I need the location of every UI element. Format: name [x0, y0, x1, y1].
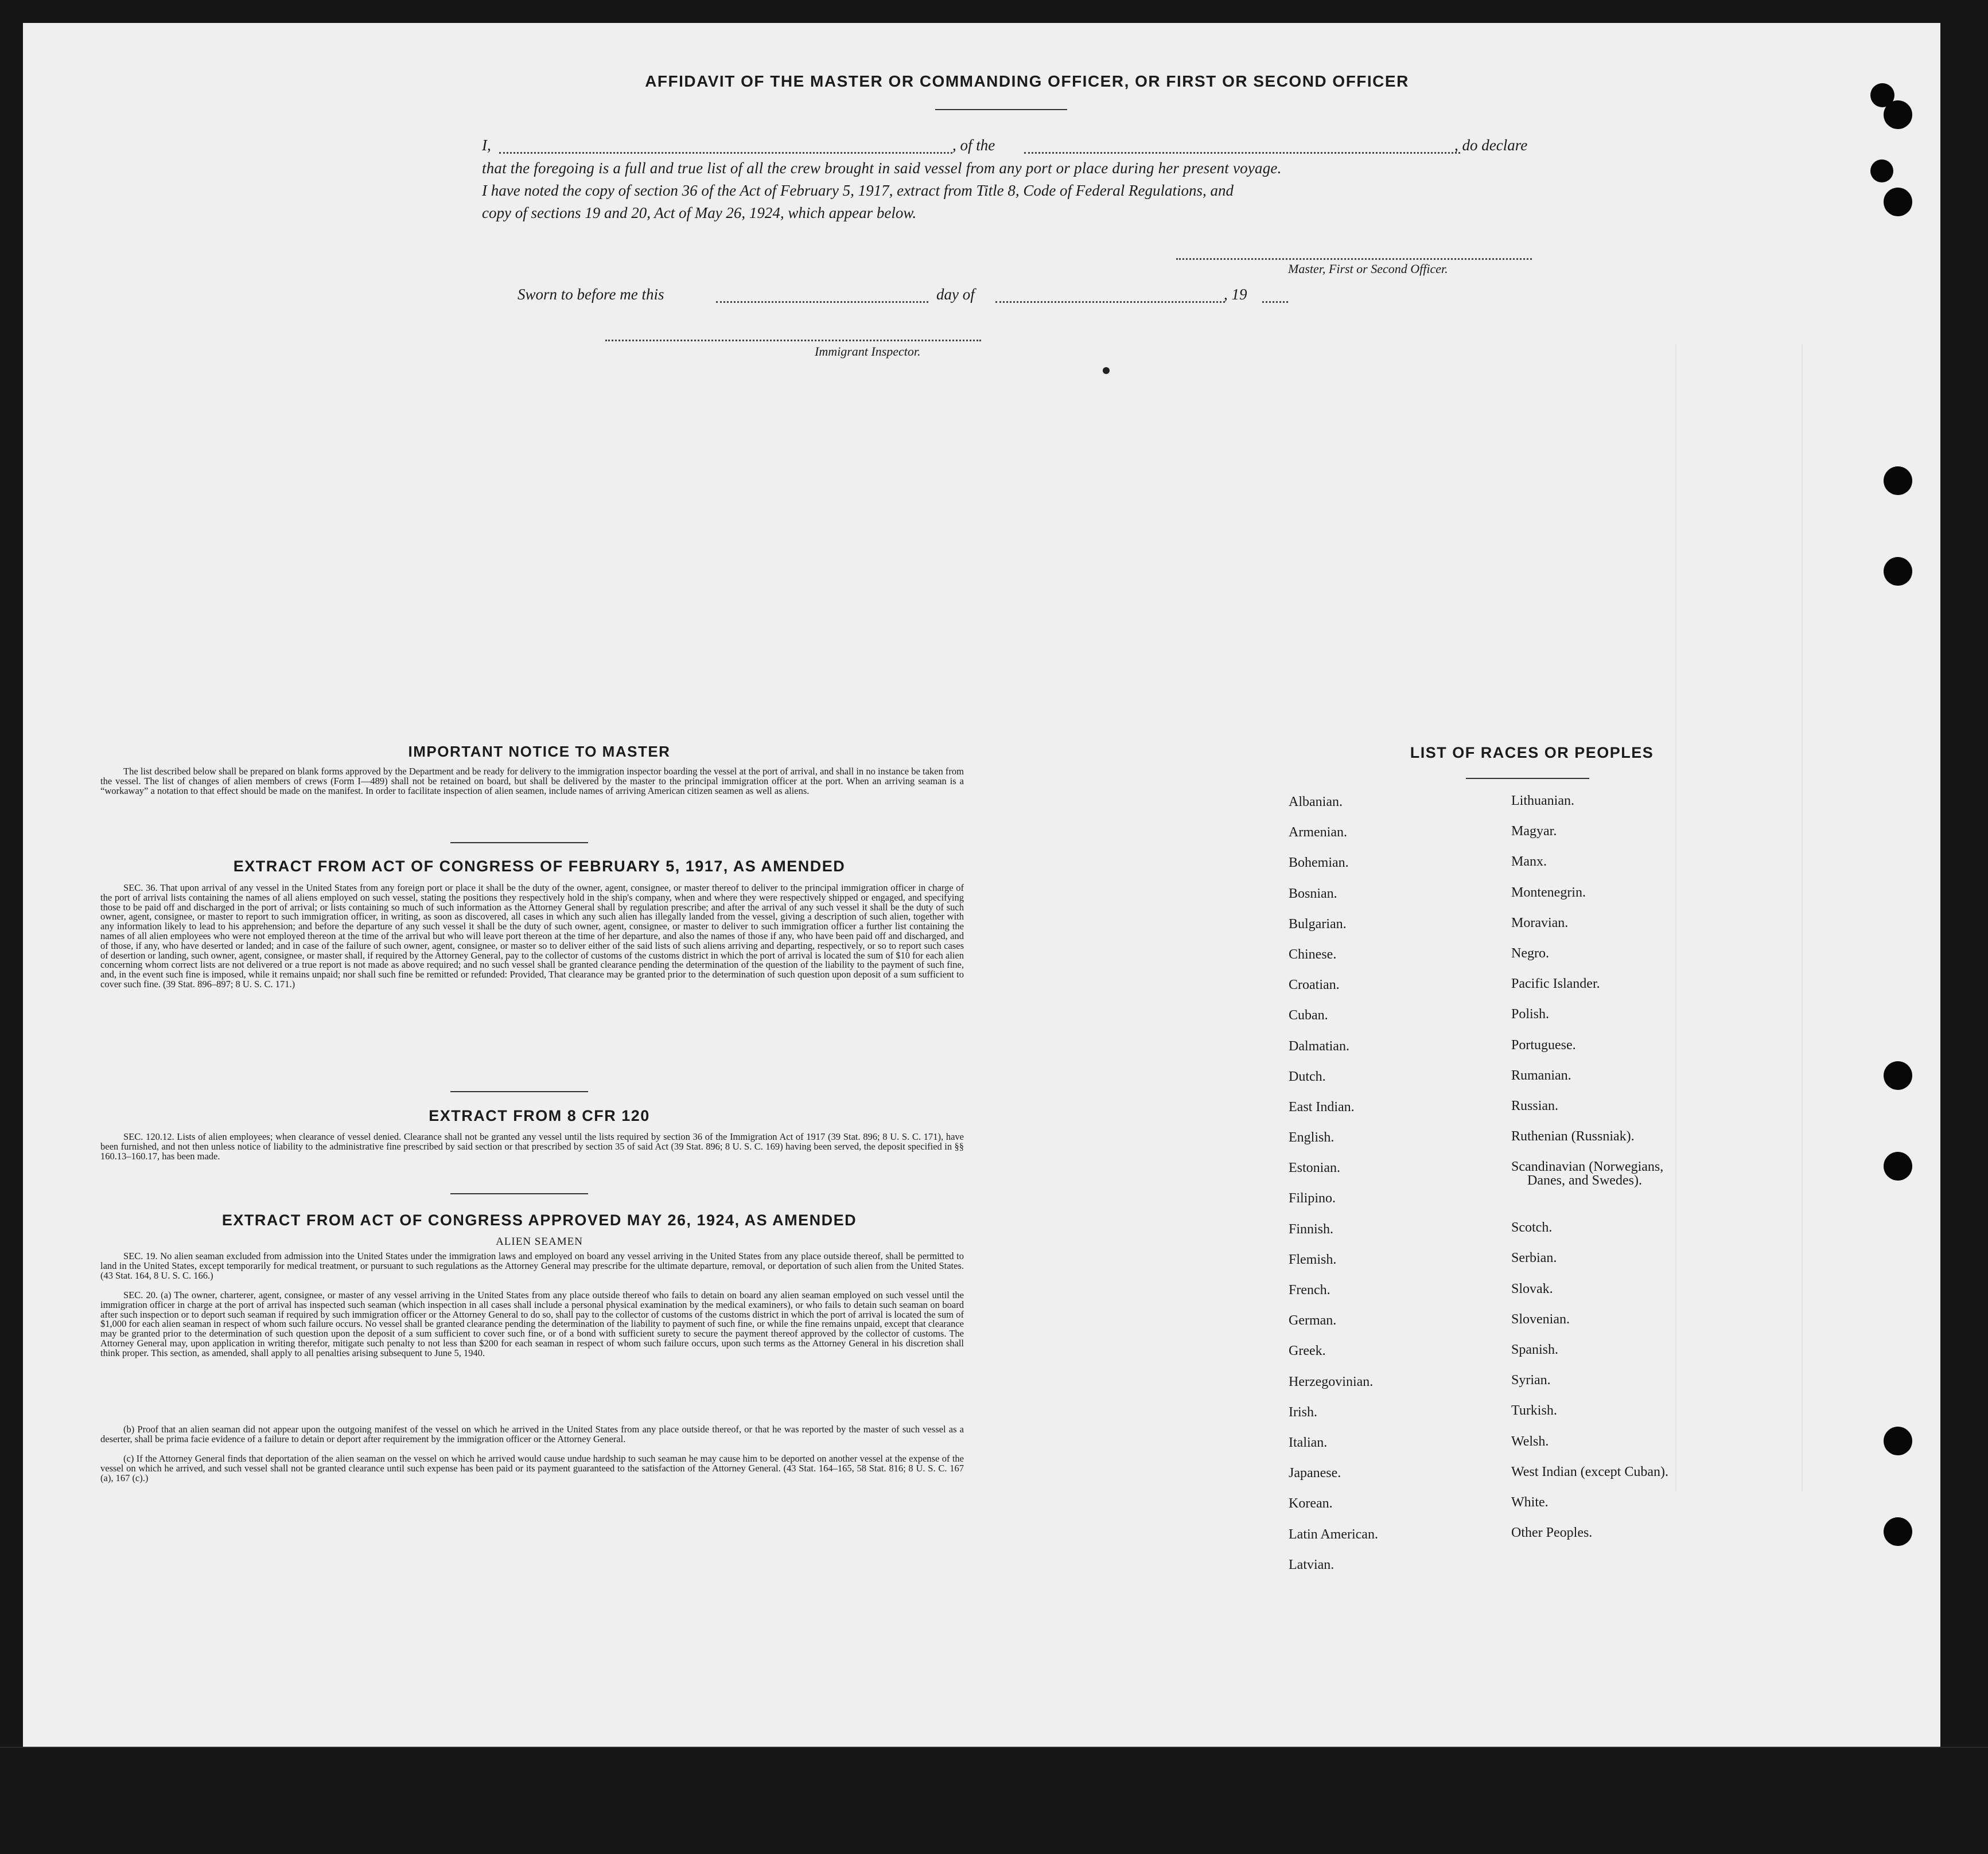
race-item: Turkish. — [1511, 1403, 1557, 1419]
race-item: Manx. — [1511, 854, 1547, 870]
race-item: Herzegovinian. — [1289, 1374, 1374, 1389]
punch-hole — [1884, 1517, 1912, 1546]
divider — [450, 1193, 588, 1194]
month-blank — [995, 301, 1225, 303]
punch-hole — [1884, 1152, 1912, 1181]
inspector-signature-label: Immigrant Inspector. — [815, 344, 921, 359]
race-item: Albanian. — [1289, 794, 1343, 809]
notice-text: The list described below shall be prepared on blank forms approved by the Department and be ready for delivery to the immigration inspector boarding the vessel at the port of arrival, and shall in no instance be taken from the vessel. The list of changes of alien members of crews (Form I—489) shall not be retained on board, but shall be delivered by the master to the principal immigration officer at the port. When an arriving seaman is a “workaway” a notation to that effect should be made on the manifest. In order to facilitate inspection of alien seamen, include names of arriving American citizen seamen as well as aliens. — [100, 766, 964, 796]
race-item: French. — [1289, 1283, 1330, 1298]
race-item: White. — [1511, 1494, 1549, 1510]
name-blank — [499, 152, 952, 154]
race-item: Dutch. — [1289, 1069, 1326, 1084]
race-item: Armenian. — [1289, 825, 1347, 840]
race-item: Finnish. — [1289, 1221, 1334, 1237]
extract-1917-text: SEC. 36. That upon arrival of any vessel in the United States from any foreign port or place it shall be the duty of the owner, agent, consignee, or master thereof to deliver to the principal immigration officer in charge of the port of arrival lists containing the names of all aliens employed on such vessel, stating the positions they respectively hold in the ship's company, when and where they were respectively shipped or engaged, and specifying those to be paid off and discharged in the port of arrival; or lists containing so much of such information as the Attorney General shall by regulation prescribe; and after the arrival of any such vessel it shall be the duty of such owner, agent, consignee, or master to report to such immigration officer, in writing, as soon as discovered, all cases in which any such alien has illegally landed from the vessel, giving a description of such alien, together with any information likely to lead to his apprehension; and before the departure of any such vessel it shall be the duty of such owner, agent, consignee, or master to deliver to such immigration officer a further list containing the names of all alien employees who were not employed thereon at the time of the arrival but who will leave port thereon at the time of her departure, and also the names of those if any, who have been paid off and discharged, and of those, if any, who have deserted or landed; and in case of the failure of such owner, agent, consignee, or master so to deliver either of the said lists of such aliens arriving and departing, respectively, or so to report such cases of desertion or landing, such owner, agent, consignee, or master shall, if required by the Attorney General, pay to the collector of customs of the customs district in which the port of arrival is located the sum of $10 for each alien concerning whom correct lists are not delivered or a true report is not made as above required; and no such vessel shall be granted clearance pending the determination of the question of the liability to the payment of such fine, and, in the event such fine is imposed, while it remains unpaid; nor shall such fine be remitted or refunded: Provided, That clearance may be granted prior to the determination of such question upon deposit of a sum sufficient to cover such fine. (39 Stat. 896–897; 8 U. S. C. 171.) — [100, 882, 964, 990]
race-item: Negro. — [1511, 945, 1549, 961]
punch-hole — [1884, 557, 1912, 586]
divider — [450, 1091, 588, 1092]
cfr-title: EXTRACT FROM 8 CFR 120 — [429, 1107, 650, 1124]
race-item: Scotch. — [1511, 1220, 1553, 1236]
race-item: Spanish. — [1511, 1342, 1559, 1357]
race-item: Dalmatian. — [1289, 1038, 1349, 1054]
race-item: Filipino. — [1289, 1191, 1336, 1206]
race-item: Slovenian. — [1511, 1311, 1570, 1327]
punch-hole — [1884, 1061, 1912, 1090]
race-item: Scandinavian (Norwegians, — [1511, 1159, 1664, 1175]
race-item: Montenegrin. — [1511, 885, 1586, 900]
race-item: Chinese. — [1289, 947, 1337, 962]
affidavit-title: AFFIDAVIT OF THE MASTER OR COMMANDING OFFICER, OR FIRST OR SECOND OFFICER — [645, 72, 1409, 90]
race-item: Other Peoples. — [1511, 1525, 1593, 1541]
year-blank — [1262, 301, 1288, 303]
divider — [450, 842, 588, 843]
race-item: Welsh. — [1511, 1434, 1549, 1449]
race-item: Pacific Islander. — [1511, 976, 1600, 992]
race-item: Greek. — [1289, 1343, 1326, 1359]
race-item: Danes, and Swedes). — [1527, 1173, 1642, 1189]
race-item: German. — [1289, 1313, 1337, 1329]
affidavit-line4: copy of sections 19 and 20, Act of May 26, 1924, which appear below. — [482, 204, 917, 221]
race-item: Japanese. — [1289, 1466, 1341, 1481]
race-item: Italian. — [1289, 1435, 1328, 1450]
master-signature-line — [1176, 258, 1532, 260]
sec20b-text: (b) Proof that an alien seaman did not appear upon the outgoing manifest of the vessel on which he arrived in the United States from any place outside thereof, or that he was reported by the master of such vessel as a deserter, shall be prima facie evidence of a failure to detain or deport after requirement by the immigration officer or the Attorney General. — [100, 1424, 964, 1444]
scan-band — [0, 1747, 1988, 1854]
affidavit-line3: I have noted the copy of section 36 of the Act of February 5, 1917, extract from Title 8, Code of Federal Regulations, and — [482, 182, 1234, 199]
master-signature-label: Master, First or Second Officer. — [1288, 262, 1448, 276]
race-item: Moravian. — [1511, 915, 1569, 930]
affidavit-line2: that the foregoing is a full and true list of all the crew brought in said vessel from any port or place during her present voyage. — [482, 159, 1282, 177]
cfr-text: SEC. 120.12. Lists of alien employees; when clearance of vessel denied. Clearance shall not be granted any vessel until the lists required by section 36 of the Immigration Act of 1917 (39 Stat. 896; 8 U. S. C. 171), have been furnished, and not then unless notice of liability to the administrative fine prescribed by said section or that prescribed by section 35 of said Act (39 Stat. 896; 8 U. S. C. 169) having been served, the deposit specified in §§ 160.13–160.17, has been made. — [100, 1131, 964, 1162]
race-item: West Indian (except Cuban). — [1511, 1464, 1668, 1479]
sworn-date-blank — [716, 301, 928, 303]
race-item: Bulgarian. — [1289, 916, 1347, 932]
race-item: Flemish. — [1289, 1252, 1337, 1267]
races-right-column — [1511, 793, 1787, 1556]
punch-hole — [1884, 1427, 1912, 1455]
race-item: Ruthenian (Russniak). — [1511, 1129, 1635, 1144]
day-of-text: day of — [936, 286, 975, 303]
affidavit-do-declare: , do declare — [1454, 137, 1528, 154]
affidavit-i: I, — [482, 137, 491, 154]
race-item: Cuban. — [1289, 1008, 1328, 1023]
race-item: Serbian. — [1511, 1251, 1557, 1266]
race-item: Slovak. — [1511, 1281, 1553, 1296]
extract-1924-title: EXTRACT FROM ACT OF CONGRESS APPROVED MAY 26, 1924, AS AMENDED — [221, 1212, 857, 1229]
race-item: Estonian. — [1289, 1160, 1340, 1176]
race-item: Portuguese. — [1511, 1037, 1576, 1053]
race-item: Bohemian. — [1289, 855, 1349, 871]
punch-hole — [1884, 100, 1912, 129]
sec19-text: SEC. 19. No alien seaman excluded from admission into the United States under the immigration laws and employed on board any vessel arriving in the United States from any place outside thereof, shall be permitted to land in the United States, except temporarily for medical treatment, or pursuant to such regulations as the Attorney General may prescribe for the ultimate departure, removal, or deportation of such alien from the United States. (43 Stat. 164, 8 U. S. C. 166.) — [100, 1251, 964, 1281]
race-item: Russian. — [1511, 1098, 1559, 1113]
alien-seamen-subtitle: ALIEN SEAMEN — [496, 1236, 583, 1248]
race-item: Magyar. — [1511, 824, 1557, 839]
year-text: , 19 — [1224, 286, 1247, 303]
punch-hole — [1870, 159, 1893, 182]
race-item: Croatian. — [1289, 977, 1340, 993]
race-item: Irish. — [1289, 1404, 1317, 1420]
inspector-signature-line — [605, 340, 981, 341]
sec20a-text: SEC. 20. (a) The owner, charterer, agent, consignee, or master of any vessel arriving in the United States from any place outside thereof who fails to detain on board any alien seaman employed on such vessel until the immigration officer in charge at the port of arrival has inspected such seaman (which inspection in all cases shall include a personal physical examination by the medical examiners), or who fails to detain such seaman on board after such inspection or to deport such seaman if required by such immigration officer or the Attorney General to do so, shall pay to the collector of customs of the customs district in which the port of arrival is located the sum of $1,000 for each alien seaman in respect of whom such failure occurs. No vessel shall be granted clearance pending the determination of the liability to payment of such fine, or while the fine remains unpaid, except that clearance may be granted prior to the determination of such question upon the deposit of a sum sufficient to cover such fine, or of a bond with sufficient surety to secure the payment thereof approved by the collector of customs. The Attorney General may, upon application in writing therefor, mitigate such penalty to not less than $200 for each seaman in respect of whom such failure occurs, upon such terms as the Attorney General in his discretion shall think proper. This section, as amended, shall apply to all penalties arising subsequent to June 5, 1940. — [100, 1290, 964, 1358]
race-item: East Indian. — [1289, 1099, 1355, 1115]
race-item: Latvian. — [1289, 1557, 1335, 1572]
sworn-text: Sworn to before me this — [518, 286, 664, 303]
punch-hole — [1884, 466, 1912, 495]
races-title: LIST OF RACES OR PEOPLES — [1410, 744, 1654, 761]
race-item: Rumanian. — [1511, 1068, 1571, 1083]
punch-hole — [1884, 188, 1912, 216]
divider — [935, 109, 1067, 110]
ink-dot — [1103, 367, 1110, 374]
race-item: Bosnian. — [1289, 886, 1337, 901]
race-item: Syrian. — [1511, 1373, 1551, 1388]
divider — [1466, 778, 1589, 779]
extract-1917-title: EXTRACT FROM ACT OF CONGRESS OF FEBRUARY 5, 1917, AS AMENDED — [233, 858, 846, 875]
race-item: English. — [1289, 1130, 1335, 1146]
race-item: Korean. — [1289, 1496, 1333, 1512]
bleed-through-column — [1802, 344, 1883, 1491]
affidavit-of-the: , of the — [952, 137, 995, 154]
vessel-blank — [1024, 152, 1460, 154]
document-page — [23, 23, 1940, 1747]
race-item: Polish. — [1511, 1007, 1550, 1022]
races-left-column — [1289, 794, 1507, 1588]
sec20c-text: (c) If the Attorney General finds that deportation of the alien seaman on the vessel on which he arrived would cause undue hardship to such seaman he may cause him to be deported on another vessel at the expense of the vessel on which he arrived, and such vessel shall not be granted clearance until such expense has been paid or its payment guaranteed to the satisfaction of the Attorney General. (43 Stat. 164–165, 58 Stat. 816; 8 U. S. C. 167 (a), 167 (c).) — [100, 1453, 964, 1483]
race-item: Lithuanian. — [1511, 793, 1574, 808]
race-item: Latin American. — [1289, 1526, 1378, 1542]
notice-title: IMPORTANT NOTICE TO MASTER — [408, 743, 671, 760]
